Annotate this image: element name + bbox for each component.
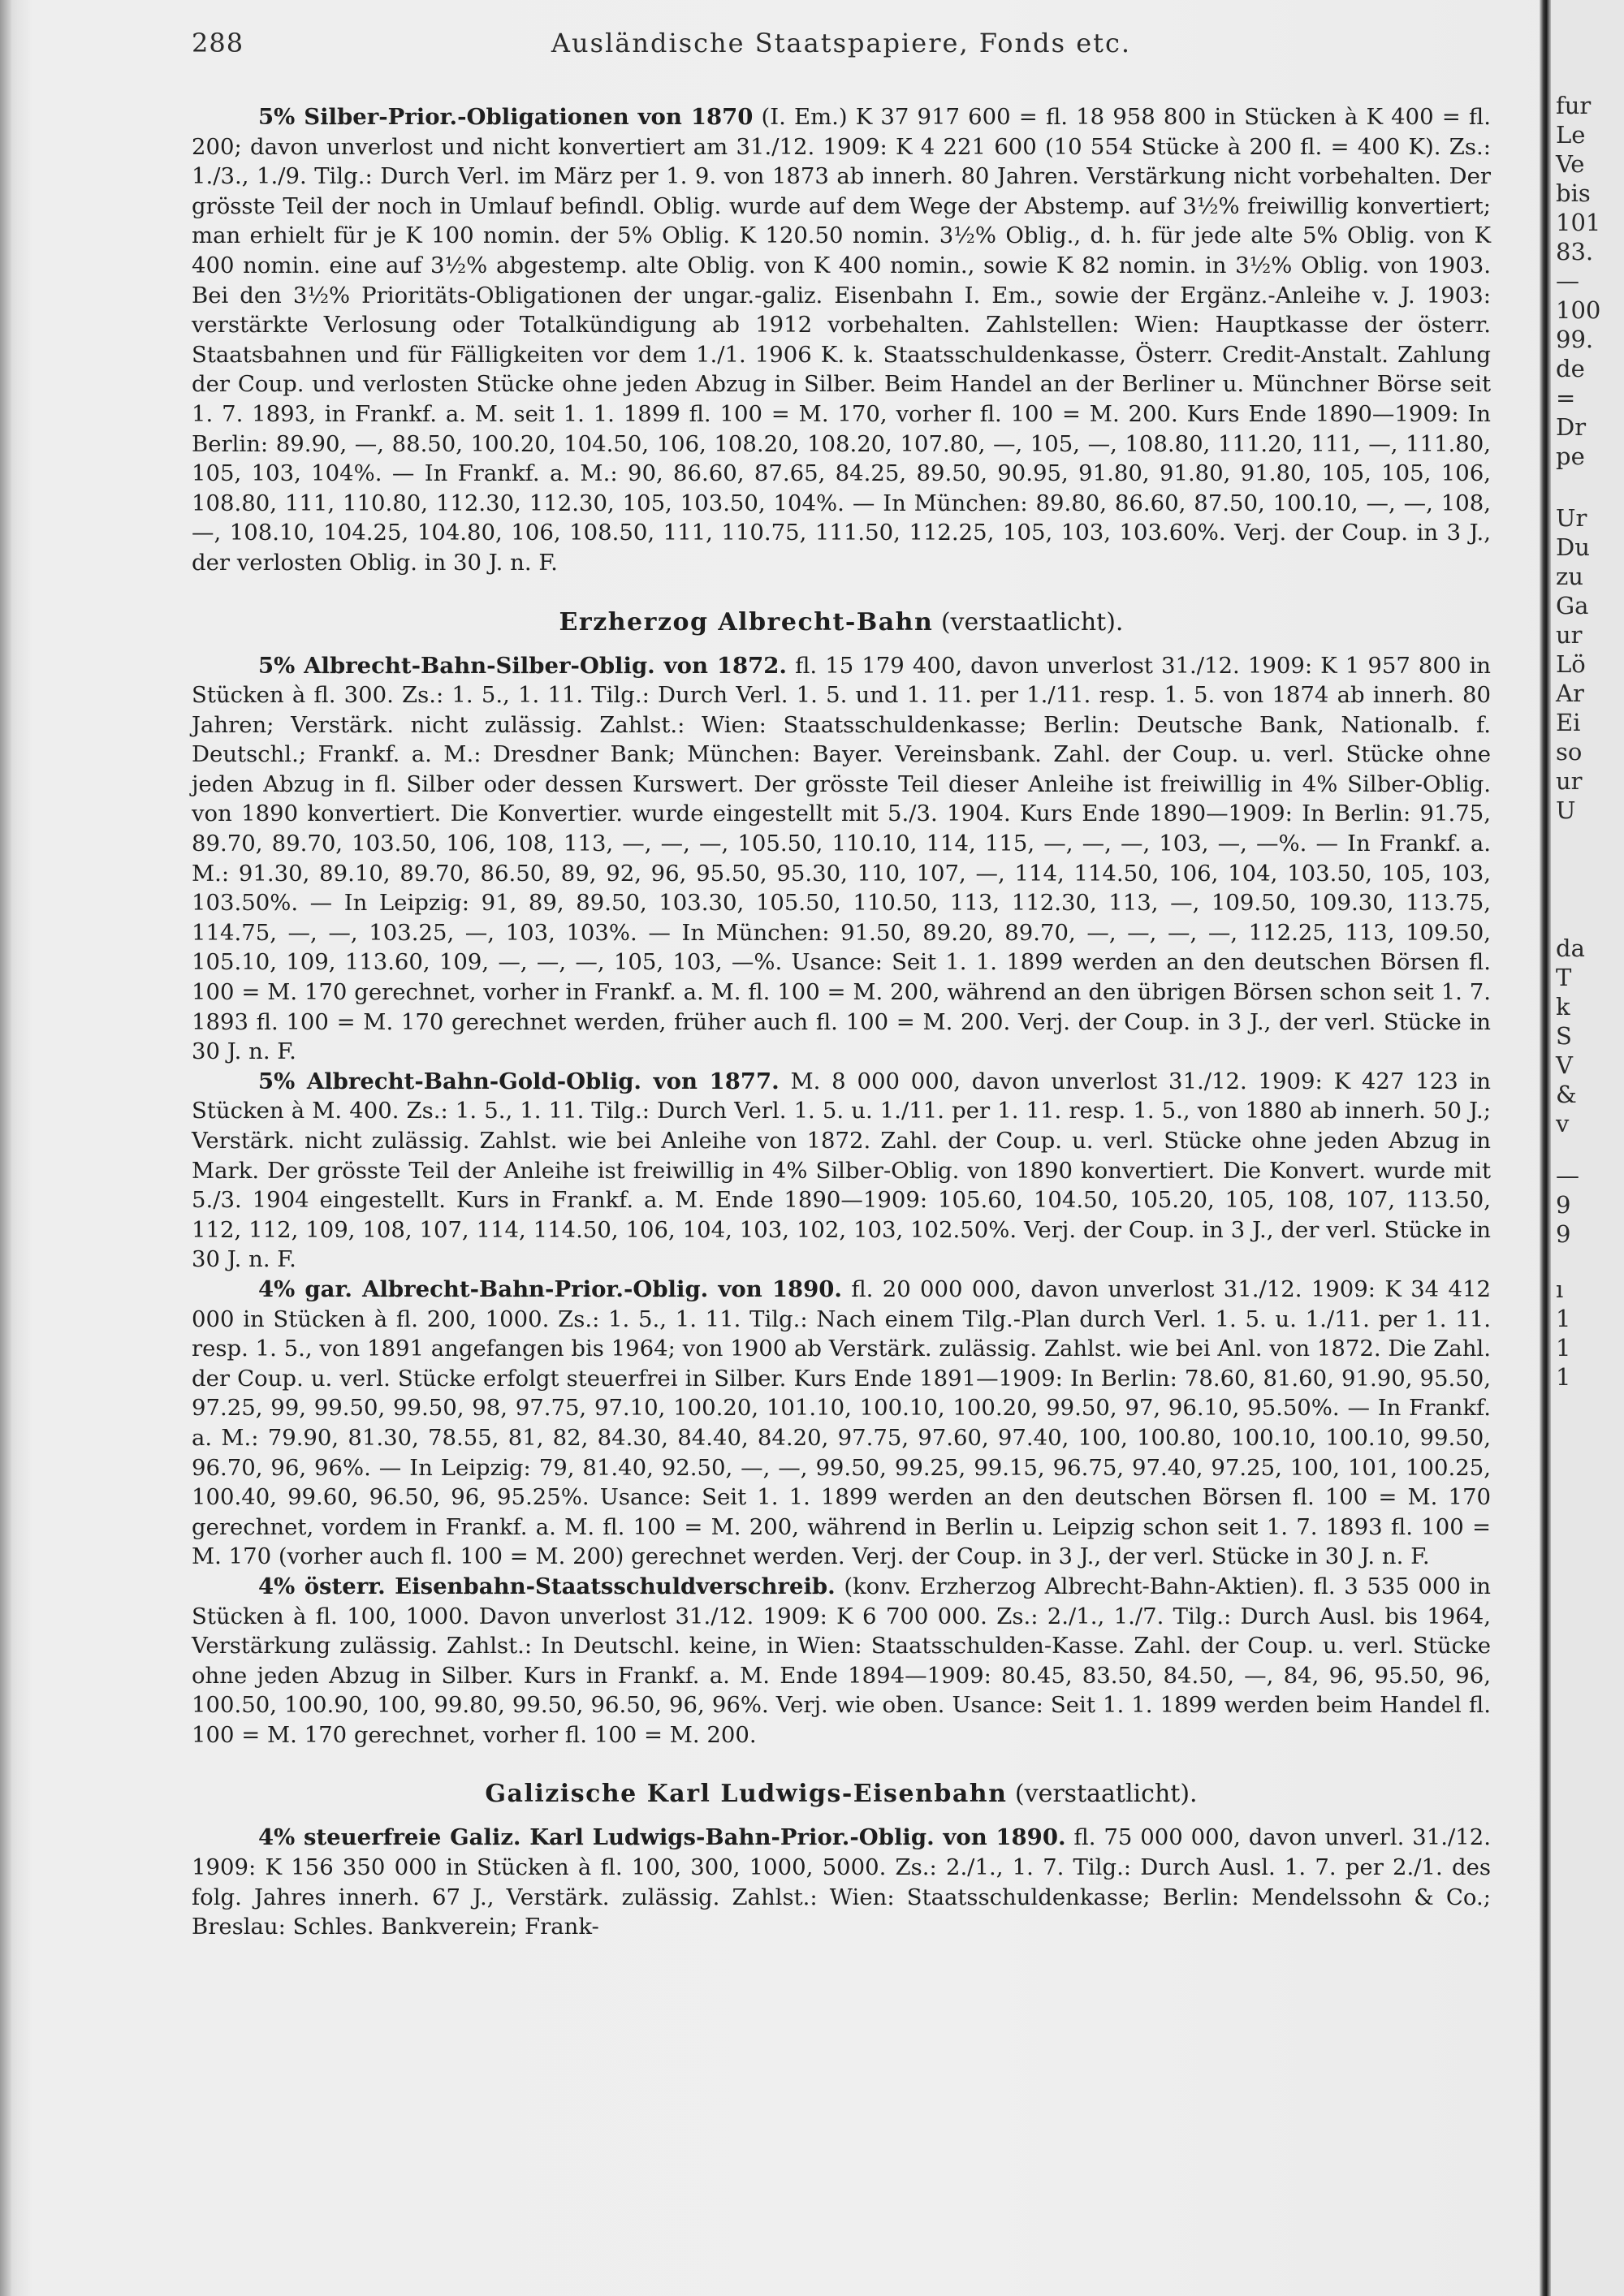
adjacent-fragment: 101 xyxy=(1556,209,1601,236)
adjacent-fragment: bis xyxy=(1556,179,1591,207)
adjacent-fragment: fur xyxy=(1556,92,1592,119)
entry-text: fl. 15 179 400, davon unverlost 31./12. 1909: K 1 957 800 in Stücken à fl. 300. Zs.: 1. 5., 1. 11. Tilg.: Durch Verl. 1. 5. und 1. 11. per 1./11. resp. 1. 5. von 1874 ab innerh. 80 Jahren; Verstärk. nicht zulässig. Zahlst.: Wien: Staatsschuldenkasse; Berlin: Deutsche Bank, Nationalb. f. Deutschl.; Frankf. a. M.: Dresdner Bank; München: Bayer. Vereinsbank. Zahl. der Coup. u. verl. Stücke ohne jeden Abzug in fl. Silber oder dessen Kurswert. Der grösste Teil dieser Anleihe ist freiwillig in 4% Silber-Oblig. von 1890 konvertiert. Die Konvertier. wurde eingestellt mit 5./3. 1904. Kurs Ende 1890—1909: In Berlin: 91.75, 89.70, 89.70, 103.50, 106, 108, 113, —, —, —, 105.50, 110.10, 114, 115, —, —, —, 103, —, —%. — In Frankf. a. M.: 91.30, 89.10, 89.70, 86.50, 89, 92, 96, 95.50, 95.30, 110, 107, —, 114, 114.50, 106, 104, 103.50, 105, 103, 103.50%. — In Leipzig: 91, 89, 89.50, 103.30, 105.50, 110.50, 113, 112.30, 113, —, 109.50, 109.30, 113.75, 114.75, —, —, 103.25, —, 103, 103%. — In München: 91.50, 89.20, 89.70, —, —, —, —, 112.25, 113, 109.50, 105.10, 109, 113.60, 109, —, —, —, 105, 103, —%. Usance: Seit 1. 1. 1899 werden an den deutschen Börsen fl. 100 = M. 170 gerechnet, vorher in Frankf. a. M. fl. 100 = M. 200, während an den übrigen Börsen schon seit 1. 7. 1893 fl. 100 = M. 170 gerechnet werden, früher auch fl. 100 = M. 200. Verj. der Coup. in 3 J., der verl. Stücke in 30 J. n. F. xyxy=(192,652,1491,1065)
adjacent-fragment: & xyxy=(1556,1081,1577,1108)
running-title: Ausländische Staatspapiere, Fonds etc. xyxy=(551,28,1132,58)
entry-text: fl. 20 000 000, davon unverlost 31./12. 1909: K 34 412 000 in Stücken à fl. 200, 1000. Zs.: 1. 5., 1. 11. Tilg.: Nach einem Tilg.-Plan durch Verl. 1. 5. u. 1./11. per 1. 11. resp. 1. 5., von 1891 angefangen bis 1964; von 1900 ab Verstärk. zulässig. Zahlst. wie bei Anl. von 1872. Die Zahl. der Coup. u. verl. Stücke erfolgt steuerfrei in Silber. Kurs Ende 1891—1909: In Berlin: 78.60, 81.60, 91.90, 95.50, 97.25, 99, 99.50, 99.50, 98, 97.75, 97.10, 100.20, 101.10, 100.10, 100.20, 99.50, 97, 96.10, 95.50%. — In Frankf. a. M.: 79.90, 81.30, 78.55, 81, 82, 84.30, 84.40, 84.20, 97.75, 97.60, 97.40, 100, 100.80, 100.10, 100.10, 99.50, 96.70, 96, 96%. — In Leipzig: 79, 81.40, 92.50, —, —, 99.50, 99.25, 99.15, 96.75, 97.40, 97.25, 100, 101, 100.25, 100.40, 99.60, 96.50, 96, 95.25%. Usance: Seit 1. 1. 1899 werden an den deutschen Börsen fl. 100 = M. 170 gerechnet, vordem in Frankf. a. M. fl. 100 = M. 200, während in Berlin u. Leipzig schon seit 1. 7. 1893 fl. 100 = M. 170 (vorher auch fl. 100 = M. 200) gerechnet werden. Verj. der Coup. in 3 J., der verl. Stücke in 30 J. n. F. xyxy=(192,1275,1491,1570)
page-header xyxy=(192,28,1491,68)
section-heading xyxy=(192,607,1491,638)
page-number: 288 xyxy=(192,28,244,58)
adjacent-fragment: Lö xyxy=(1556,650,1586,678)
adjacent-fragment: v xyxy=(1556,1110,1570,1137)
adjacent-fragment: k xyxy=(1556,993,1570,1021)
adjacent-fragment: 9 xyxy=(1556,1220,1571,1248)
section-note: (verstaatlicht). xyxy=(940,607,1124,637)
adjacent-fragment: 83. xyxy=(1556,238,1594,265)
page-left-edge xyxy=(0,0,11,2296)
entry-text: (I. Em.) K 37 917 600 = fl. 18 958 800 in Stücken à K 400 = fl. 200; davon unverlost und nicht konvertiert am 31./12. 1909: K 4 221 600 (10 554 Stücke à 200 fl. = 400 K). Zs.: 1./3., 1./9. Tilg.: Durch Verl. im März per 1. 9. von 1873 ab innerh. 80 Jahren. Verstärkung nicht vorbehalten. Der grösste Teil der noch in Umlauf befindl. Oblig. wurde auf dem Wege der Abstemp. auf 3½% freiwillig konvertiert; man erhielt für je K 100 nomin. der 5% Oblig. K 120.50 nomin. 3½% Oblig., d. h. für jede alte 5% Oblig. von K 400 nomin. eine auf 3½% abgestemp. alte Oblig. von K 400 nomin., sowie K 82 nomin. in 3½% Oblig. von 1903. Bei den 3½% Prioritäts-Obligationen der ungar.-galiz. Eisenbahn I. Em., sowie der Ergänz.-Anleihe v. J. 1903: verstärkte Verlosung oder Totalkündigung ab 1912 vorbehalten. Zahlstellen: Wien: Hauptkasse der österr. Staatsbahnen und für Fälligkeiten vor dem 1./1. 1906 K. k. Staatsschuldenkasse, Österr. Credit-Anstalt. Zahlung der Coup. und verlosten Stücke ohne jeden Abzug in Silber. Beim Handel an der Berliner u. Münchner Börse seit 1. 7. 1893, in Frankf. a. M. seit 1. 1. 1899 fl. 100 = M. 170, vorher fl. 100 = M. 200. Kurs Ende 1890—1909: In Berlin: 89.90, —, 88.50, 100.20, 104.50, 106, 108.20, 108.20, 107.80, —, 105, —, 108.80, 111.20, 111, —, 111.80, 105, 103, 104%. — In Frankf. a. M.: 90, 86.60, 87.65, 84.25, 89.50, 90.95, 91.80, 91.80, 91.80, 105, 105, 106, 108.80, 111, 110.80, 112.30, 112.30, 105, 103.50, 104%. — In München: 89.80, 86.60, 87.50, 100.10, —, —, 108, —, 108.10, 104.25, 104.80, 106, 108.50, 111, 110.75, 111.50, 112.25, 105, 103, 103.60%. Verj. der Coup. in 3 J., der verlosten Oblig. in 30 J. n. F. xyxy=(192,104,1491,576)
adjacent-fragment: Du xyxy=(1556,533,1590,561)
adjacent-fragment: Dr xyxy=(1556,413,1587,441)
entry-text: (konv. Erzherzog Albrecht-Bahn-Aktien). fl. 3 535 000 in Stücken à fl. 100, 1000. Davon unverlost 31./12. 1909: K 6 700 000. Zs.: 2./1., 1./7. Tilg.: Durch Ausl. bis 1964, Verstärkung zulässig. Zahlst.: In Deutschl. keine, in Wien: Staatsschulden-Kasse. Zahl. der Coup. u. verl. Stücke ohne jeden Abzug in Silber. Kurs in Frankf. a. M. Ende 1894—1909: 80.45, 83.50, 84.50, —, 84, 96, 95.50, 96, 100.50, 100.90, 100, 99.80, 99.50, 96.50, 96, 96%. Verj. wie oben. Usance: Seit 1. 1. 1899 werden beim Handel fl. 100 = M. 170 gerechnet, vorher fl. 100 = M. 200. xyxy=(192,1573,1492,1748)
adjacent-fragment: ı xyxy=(1556,1275,1564,1303)
adjacent-fragment: V xyxy=(1556,1051,1573,1079)
adjacent-fragment: 100 xyxy=(1556,296,1601,324)
section-title: Erzherzog Albrecht-Bahn xyxy=(559,607,934,637)
page-main-column xyxy=(192,0,1491,2296)
adjacent-fragment: Ei xyxy=(1556,709,1581,736)
adjacent-page-strip xyxy=(1551,0,1624,2296)
bond-entry xyxy=(192,651,1491,1067)
section-title: Galizische Karl Ludwigs-Eisenbahn xyxy=(485,1780,1008,1809)
adjacent-fragment: Ga xyxy=(1556,592,1589,619)
book-gutter xyxy=(1540,0,1551,2296)
adjacent-fragment: 1 xyxy=(1556,1363,1571,1391)
adjacent-fragment: U xyxy=(1556,796,1576,824)
entry-heading: 5% Silber-Prior.-Obligationen von 1870 xyxy=(258,104,754,130)
adjacent-fragment: 9 xyxy=(1556,1191,1571,1219)
entry-heading: 4% steuerfreie Galiz. Karl Ludwigs-Bahn-Prior.-Oblig. von 1890. xyxy=(258,1824,1066,1851)
entry-heading: 4% österr. Eisenbahn-Staatsschuldverschreib. xyxy=(258,1573,836,1599)
adjacent-fragment: pe xyxy=(1556,442,1585,470)
entry-heading: 5% Albrecht-Bahn-Gold-Oblig. von 1877. xyxy=(258,1068,780,1094)
adjacent-fragment: so xyxy=(1556,738,1583,766)
adjacent-fragment: zu xyxy=(1556,563,1583,590)
adjacent-fragment: = xyxy=(1556,384,1576,412)
adjacent-fragment: T xyxy=(1556,964,1572,991)
section-note: (verstaatlicht). xyxy=(1014,1780,1198,1809)
adjacent-fragment: de xyxy=(1556,355,1585,382)
adjacent-fragment: — xyxy=(1556,1162,1579,1189)
bond-entry xyxy=(192,1823,1491,1941)
adjacent-fragment: 1 xyxy=(1556,1334,1571,1362)
adjacent-fragment: 1 xyxy=(1556,1305,1571,1332)
adjacent-fragment: ur xyxy=(1556,767,1583,795)
adjacent-fragment: da xyxy=(1556,934,1585,962)
bond-entry xyxy=(192,1067,1491,1275)
entry-heading: 4% gar. Albrecht-Bahn-Prior.-Oblig. von 1890. xyxy=(258,1275,842,1302)
entry-heading: 5% Albrecht-Bahn-Silber-Oblig. von 1872. xyxy=(258,652,787,679)
adjacent-fragment: S xyxy=(1556,1022,1572,1050)
entry-text: M. 8 000 000, davon unverlost 31./12. 1909: K 427 123 in Stücken à M. 400. Zs.: 1. 5., 1. 11. Tilg.: Durch Verl. 1. 5. u. 1./11. per 1. 11. resp. 1. 5., von 1880 ab innerh. 50 J.; Verstärk. nicht zulässig. Zahlst. wie bei Anleihe von 1872. Zahl. der Coup. u. verl. Stücke ohne jeden Abzug in Mark. Der grösste Teil der Anleihe ist freiwillig in 4% Silber-Oblig. von 1890 konvertiert. Die Konvert. wurde mit 5./3. 1904 eingestellt. Kurs in Frankf. a. M. Ende 1890—1909: 105.60, 104.50, 105.20, 105, 108, 107, 113.50, 112, 112, 109, 108, 107, 114, 114.50, 106, 104, 103, 102, 103, 102.50%. Verj. der Coup. in 3 J., der verl. Stücke in 30 J. n. F. xyxy=(192,1068,1491,1273)
adjacent-fragment: Le xyxy=(1556,121,1586,149)
adjacent-fragment: — xyxy=(1556,267,1579,295)
bond-entry xyxy=(192,1572,1491,1750)
section-heading xyxy=(192,1779,1491,1810)
adjacent-fragment: ur xyxy=(1556,621,1583,649)
bond-entry xyxy=(192,1275,1491,1572)
adjacent-fragment: Ur xyxy=(1556,504,1587,532)
adjacent-fragment: Ve xyxy=(1556,150,1585,178)
entry-text: fl. 75 000 000, davon unverl. 31./12. 1909: K 156 350 000 in Stücken à fl. 100, 300, 1000, 5000. Zs.: 2./1., 1. 7. Tilg.: Durch Ausl. 1. 7. per 2./1. des folg. Jahres innerh. 67 J., Verstärk. zulässig. Zahlst.: Wien: Staatsschuldenkasse; Berlin: Mendelssohn & Co.; Breslau: Schles. Bankverein; Frank- xyxy=(192,1824,1491,1940)
adjacent-fragment: Ar xyxy=(1556,680,1584,707)
bond-entry xyxy=(192,102,1491,578)
adjacent-fragment: 99. xyxy=(1556,326,1594,353)
page-body xyxy=(192,102,1491,1942)
